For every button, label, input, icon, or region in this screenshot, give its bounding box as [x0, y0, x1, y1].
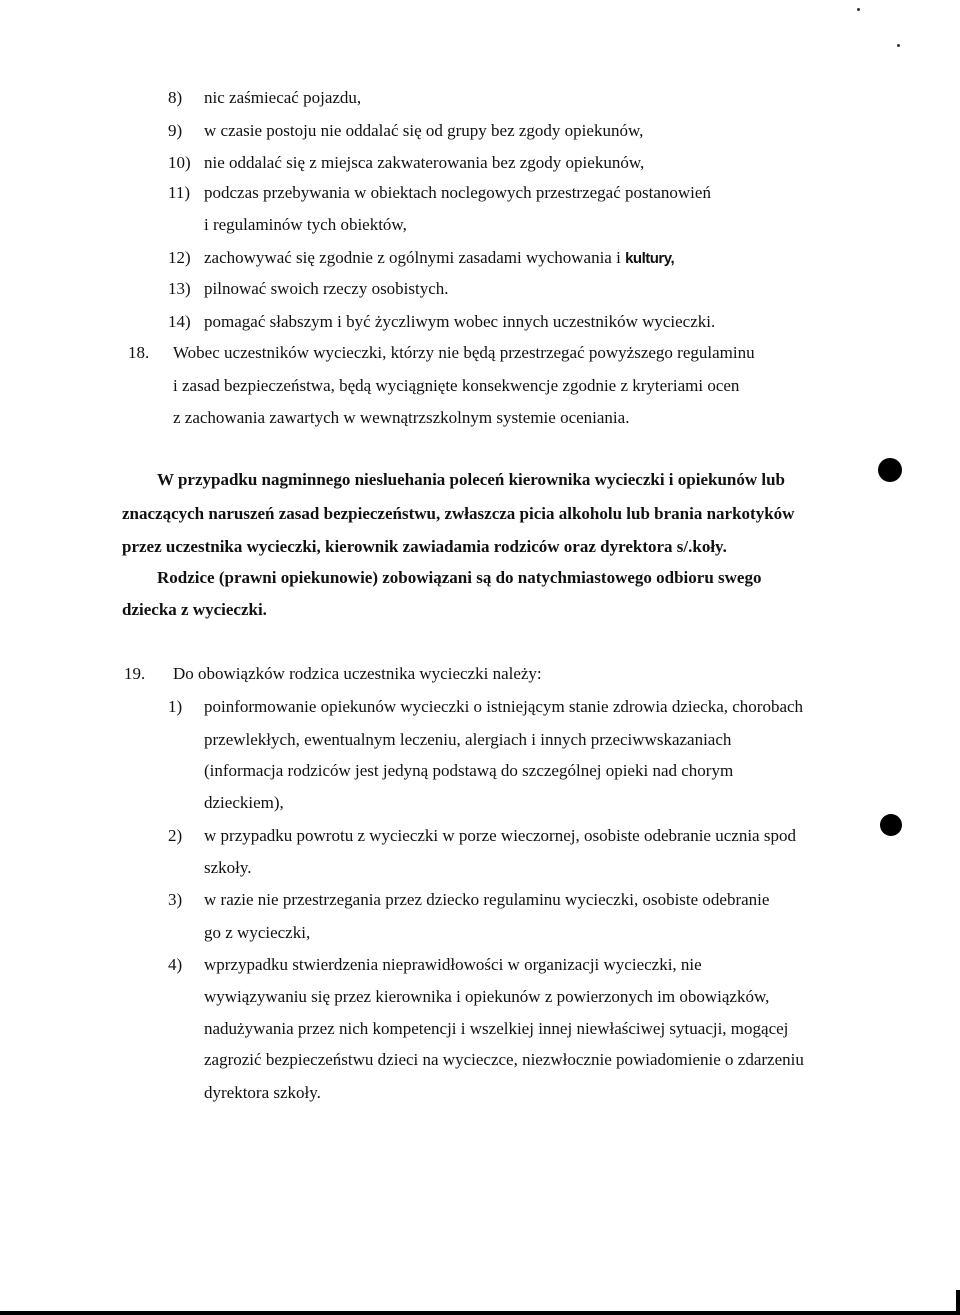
- list-number: 10): [168, 153, 191, 172]
- list-text: nadużywania przez nich kompetencji i wszelkiej innej niewłaściwej sytuacji, mogącej: [204, 1019, 789, 1038]
- section-number: 19.: [124, 664, 146, 683]
- scan-border-right: [956, 1290, 960, 1315]
- paragraph-line: z zachowania zawartych w wewnątrzszkolnym systemie oceniania.: [173, 408, 630, 427]
- list-text: podczas przebywania w obiektach noclegowych przestrzegać postanowień: [204, 183, 711, 202]
- list-number: 14): [168, 312, 191, 331]
- list-text: i regulaminów tych obiektów,: [204, 215, 407, 234]
- list-text: nie oddalać się z miejsca zakwaterowania bez zgody opiekunów,: [204, 153, 645, 172]
- list-number: 1): [168, 697, 183, 716]
- notice-line: W przypadku nagminnego niesluehania poleceń kierownika wycieczki i opiekunów lub: [157, 470, 786, 489]
- list-text: zachowywać się zgodnie z ogólnymi zasadami wychowania i kultury,: [204, 248, 675, 267]
- notice-line: przez uczestnika wycieczki, kierownik zawiadamia rodziców oraz dyrektora s/.koły.: [122, 537, 727, 556]
- list-text: go z wycieczki,: [204, 923, 311, 942]
- punch-hole-mark: [878, 458, 902, 482]
- list-text: nic zaśmiecać pojazdu,: [204, 88, 362, 107]
- list-text: dyrektora szkoły.: [204, 1083, 321, 1102]
- list-text: (informacja rodziców jest jedyną podstawą do szczególnej opieki nad chorym: [204, 761, 734, 780]
- list-text: w przypadku powrotu z wycieczki w porze wieczornej, osobiste odebranie ucznia spod: [204, 826, 796, 845]
- notice-line: dziecka z wycieczki.: [122, 600, 267, 619]
- list-text: wprzypadku stwierdzenia nieprawidłowości w organizacji wycieczki, nie: [204, 955, 702, 974]
- scan-speck: [897, 44, 900, 47]
- list-text: przewlekłych, ewentualnym leczeniu, alergiach i innych przeciwwskazaniach: [204, 730, 732, 749]
- list-text: dzieckiem),: [204, 793, 284, 812]
- scan-speck: [857, 8, 860, 11]
- list-text: szkoły.: [204, 858, 252, 877]
- bold-word: kultury,: [625, 250, 675, 267]
- notice-line: znaczących naruszeń zasad bezpieczeństwu, zwłaszcza picia alkoholu lub brania narkotyków: [122, 504, 795, 523]
- list-number: 4): [168, 955, 183, 974]
- list-number: 9): [168, 121, 183, 140]
- list-number: 3): [168, 890, 183, 909]
- paragraph-line: i zasad bezpieczeństwa, będą wyciągnięte konsekwencje zgodnie z kryteriami ocen: [173, 376, 740, 395]
- punch-hole-mark: [880, 814, 902, 836]
- scan-border-bottom: [0, 1311, 960, 1315]
- notice-line: Rodzice (prawni opiekunowie) zobowiązani są do natychmiastowego odbioru swego: [157, 568, 762, 587]
- list-number: 12): [168, 248, 191, 267]
- list-text: poinformowanie opiekunów wycieczki o istniejącym stanie zdrowia dziecka, chorobach: [204, 697, 804, 716]
- list-number: 8): [168, 88, 183, 107]
- list-number: 11): [168, 183, 191, 202]
- list-number: 13): [168, 279, 191, 298]
- list-text: w czasie postoju nie oddalać się od grupy bez zgody opiekunów,: [204, 121, 644, 140]
- list-number: 2): [168, 826, 183, 845]
- section-heading: Do obowiązków rodzica uczestnika wycieczki należy:: [173, 664, 542, 683]
- section-number: 18.: [128, 343, 150, 362]
- list-text: pomagać słabszym i być życzliwym wobec innych uczestników wycieczki.: [204, 312, 716, 331]
- list-text: zagrozić bezpieczeństwu dzieci na wycieczce, niezwłocznie powiadomienie o zdarzeniu: [204, 1050, 804, 1069]
- list-text: pilnować swoich rzeczy osobistych.: [204, 279, 449, 298]
- list-text: wywiązywaniu się przez kierownika i opiekunów z powierzonych im obowiązków,: [204, 987, 770, 1006]
- paragraph-line: Wobec uczestników wycieczki, którzy nie będą przestrzegać powyższego regulaminu: [173, 343, 755, 362]
- list-text: w razie nie przestrzegania przez dziecko regulaminu wycieczki, osobiste odebranie: [204, 890, 770, 909]
